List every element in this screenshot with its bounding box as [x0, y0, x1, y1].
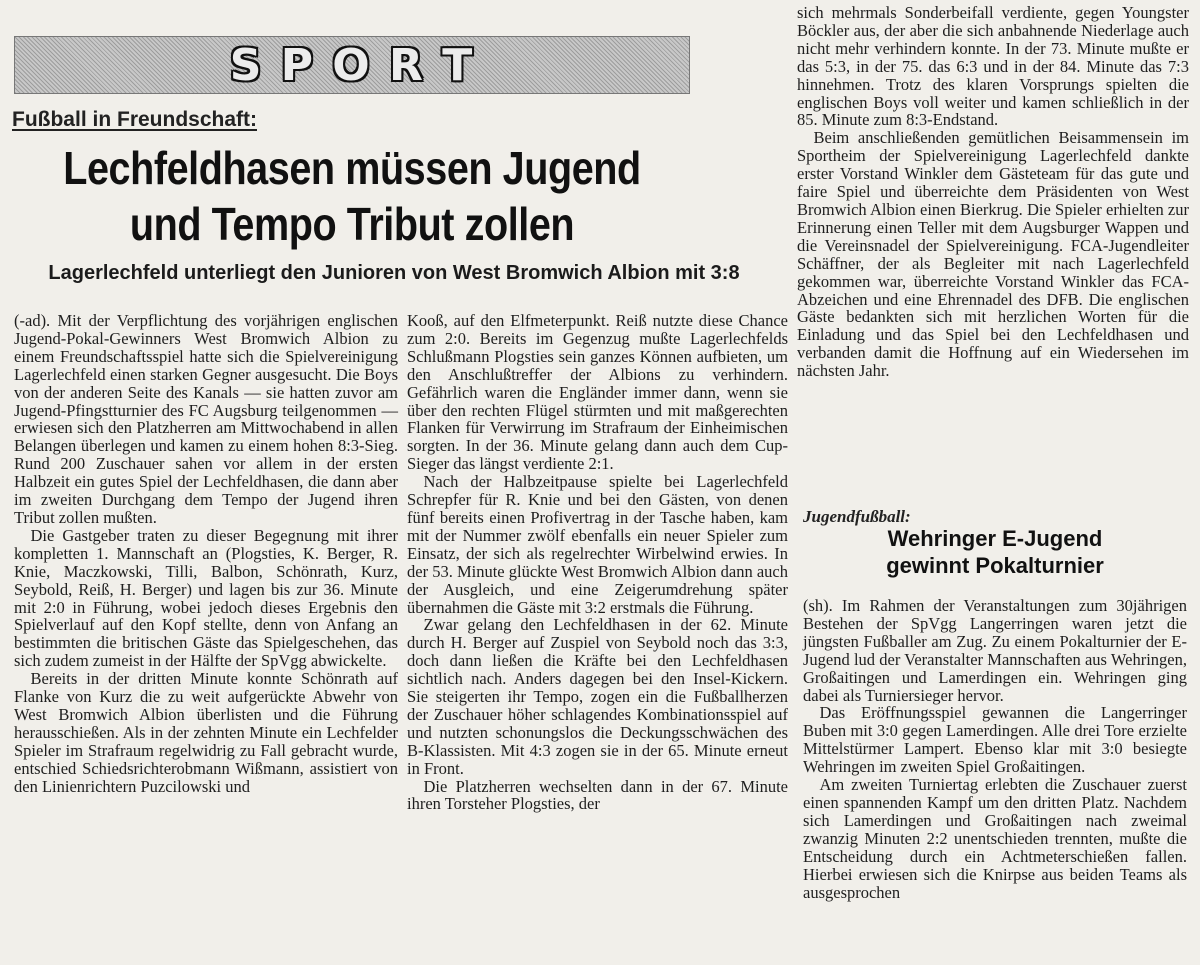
- section-banner: [14, 36, 690, 94]
- paragraph: Am zweiten Turniertag erlebten die Zuschauer zuerst einen spannenden Kampf um den dritten Platz. Nachdem sich Lamerdingen und Großaitingen nach zweimal zwanzig Minuten 2:2 unentschieden trennten, mußte die Entscheidung durch ein Achtmeterschießen fallen. Hierbei erwiesen sich die Knirpse aus beiden Teams als ausgesprochen: [803, 775, 1187, 902]
- article-column-1: [14, 312, 398, 795]
- article-subhead: Lagerlechfeld unterliegt den Junioren von West Bromwich Albion mit 3:8: [48, 262, 740, 284]
- article2-headline: [803, 525, 1187, 579]
- paragraph: Zwar gelang den Lechfeldhasen in der 62. Minute durch H. Berger auf Zuspiel von Seybold noch das 3:3, doch dann ließen die Kräfte bei den Lechfeldhasen sichtlich nach. Anders dagegen bei den Insel-Kickern. Sie steigerten ihr Tempo, zogen ein die Fußballherzen der Zuschauer höher schlagendes Kombinationsspiel auf und nutzten schonungslos die Deckungsschwächen des B-Klassisten. Mit 4:3 zogen sie in der 65. Minute erneut in Front.: [407, 615, 788, 778]
- paragraph: Nach der Halbzeitpause spielte bei Lagerlechfeld Schrepfer für R. Knie und bei den Gästen, von denen fünf bereits einen Profivertrag in der Tasche haben, kam mit der Nummer zwölf ebenfalls ein neuer Spieler zum Einsatz, der sich als regelrechter Wirbelwind erwies. In der 53. Minute glückte West Bromwich Albion dann auch der Ausgleich, und eine Zeigerumdrehung später übernahmen die Gäste mit 3:2 erstmals die Führung.: [407, 472, 789, 617]
- paragraph: (sh). Im Rahmen der Veranstaltungen zum 30jährigen Bestehen der SpVgg Langerringen waren jetzt die jüngsten Fußballer am Zug. Zu einem Pokalturnier der E-Jugend lud der Veranstalter Mannschaften aus Wehringen, Großaitingen und Lamerdingen ein. Wehringen ging dabei als Turniersieger hervor.: [803, 596, 1187, 705]
- headline-line-2: und Tempo Tribut zollen: [129, 198, 575, 250]
- article-kicker: Fußball in Freundschaft:: [12, 108, 257, 131]
- article-column-2: [407, 312, 788, 813]
- article2-headline-line-1: Wehringer E-Jugend: [887, 526, 1103, 551]
- paragraph: Die Platzherren wechselten dann in der 67. Minute ihren Torsteher Plogsties, der: [407, 776, 788, 814]
- article-column-3: [797, 4, 1189, 380]
- article-headline: [61, 140, 642, 252]
- section-banner-text: S P O R T: [229, 39, 475, 91]
- paragraph: Die Gastgeber traten zu dieser Begegnung mit ihrer kompletten 1. Mannschaft an (Plogsties, K. Berger, R. Knie, Maczkowski, Tilli, Balbon, Schönrath, Kurz, Seybold, Reiß, H. Berger) und lagen bis zur 36. Minute mit 2:0 in Führung, wobei jedoch dieses Ergebnis den Spielverlauf auf den Kopf stellte, denn von Anfang an bestimmten die britischen Gäste das Spielgeschehen, das sich zudem zumeist in der Hälfte der SpVgg abwickelte.: [14, 525, 398, 671]
- paragraph: (-ad). Mit der Verpflichtung des vorjährigen englischen Jugend-Pokal-Gewinners West Bromwich Albion zu einem Freundschaftsspiel hatte sich die Spielvereinigung Lagerlechfeld einen starken Gegner ausgesucht. Die Boys von der anderen Seite des Kanals — sie hatten zuvor am Jugend-Pfingstturnier des FC Augsburg teilgenommen — erwiesen sich den Platzherren am Mittwochabend in allen Belangen überlegen und kamen zu einem hohen 8:3-Sieg. Rund 200 Zuschauer sahen vor allem in der ersten Halbzeit ein gutes Spiel der Lechfeldhasen, die dann aber im zweiten Durchgang dem Tempo der Jugend ihren Tribut zollen mußten.: [14, 311, 398, 527]
- headline-line-1: Lechfeldhasen müssen Jugend: [63, 142, 641, 194]
- paragraph: Bereits in der dritten Minute konnte Schönrath auf Flanke von Kurz die zu weit aufgerückte Abwehr von West Bromwich Albion überlisten und die Führung herausschießen. Als in der zehnten Minute ein Lechfelder Spieler im Strafraum regelwidrig zu Fall gebracht wurde, entschied Schiedsrichterobmann Wißmann, assistiert von den Linienrichtern Puzcilowski und: [14, 669, 398, 796]
- article2-body: [803, 597, 1187, 901]
- article2-kicker: Jugendfußball:: [803, 507, 911, 526]
- paragraph: sich mehrmals Sonderbeifall verdiente, gegen Youngster Böckler aus, der aber die sich anbahnende Niederlage auch nicht mehr verhindern konnte. In der 73. Minute mußte er das 5:3, in der 75. das 6:3 und in der 84. Minute das 7:3 hinnehmen. Trotz des klaren Vorsprungs spielten die englischen Boys voll weiter und kamen schließlich in der 85. Minute zum 8:3-Endstand.: [797, 3, 1189, 130]
- paragraph: Kooß, auf den Elfmeterpunkt. Reiß nutzte diese Chance zum 2:0. Bereits im Gegenzug mußte Lagerlechfelds Schlußmann Plogsties sein ganzes Können aufbieten, um den Anschlußtreffer der Albions zu verhindern. Gefährlich waren die Engländer immer dann, wenn sie über den rechten Flügel stürmten und mit maßgerechten Flanken für Verwirrung im Strafraum der Einheimischen sorgten. In der 36. Minute gelang dann auch dem Cup-Sieger das längst verdiente 2:1.: [407, 311, 788, 474]
- article2-headline-line-2: gewinnt Pokalturnier: [886, 553, 1104, 578]
- paragraph: Beim anschließenden gemütlichen Beisammensein im Sportheim der Spielvereinigung Lagerlechfeld dankte erster Vorstand Winkler dem Gästeteam für das gute und faire Spiel und überreichte dem Präsidenten von West Bromwich Albion einen Bierkrug. Die Spieler erhielten zur Erinnerung einen Teller mit dem Augsburger Wappen und die Vereinsnadel der Spielvereinigung. FCA-Jugendleiter Schäffner, der als Begleiter mit nach Lagerlechfeld gekommen war, überreichte Vorstand Winkler das FCA-Abzeichen und eine Ehrennadel des DFB. Die englischen Gäste bedankten sich mit herzlichen Worten für die Einladung und das Spiel bei den Lechfeldhasen und verbanden damit die Hoffnung auf ein Wiedersehen im nächsten Jahr.: [797, 128, 1189, 381]
- paragraph: Das Eröffnungsspiel gewannen die Langerringer Buben mit 3:0 gegen Lamerdingen. Alle drei Tore erzielte Mittelstürmer Lampert. Ebenso klar mit 3:0 besiegte Wehringen im zweiten Spiel Großaitingen.: [803, 703, 1187, 777]
